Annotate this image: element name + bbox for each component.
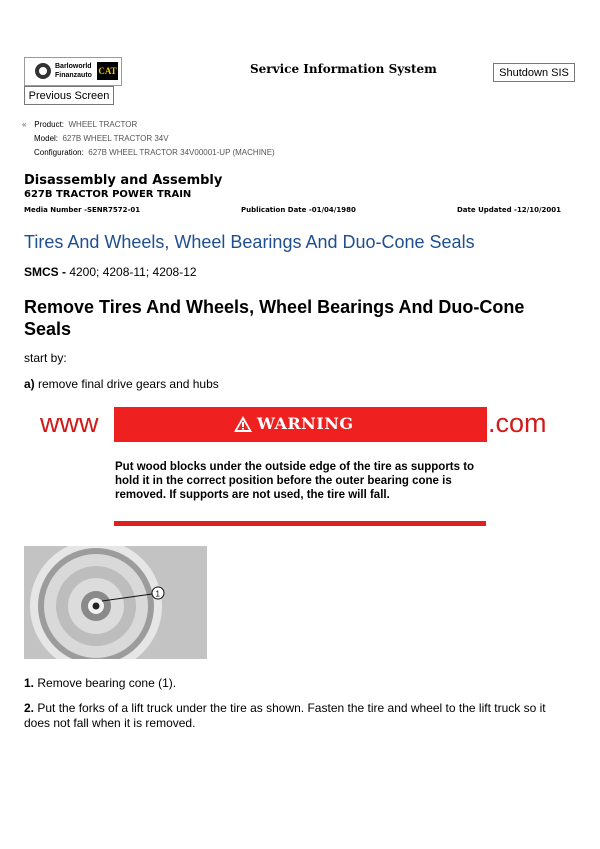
model-value: 627B WHEEL TRACTOR 34V xyxy=(62,134,169,143)
meta-model xyxy=(34,134,169,143)
meta-configuration xyxy=(34,148,275,157)
configuration-value: 627B WHEEL TRACTOR 34V00001-UP (MACHINE) xyxy=(88,148,275,157)
configuration-label: Configuration: xyxy=(34,148,84,157)
warning-triangle-icon xyxy=(233,414,253,434)
prerequisite-text: remove final drive gears and hubs xyxy=(34,377,219,391)
dealer-seal-icon xyxy=(35,63,51,79)
warning-label: WARNING xyxy=(257,414,354,433)
step-text: Put the forks of a lift truck under the tire as shown. Fasten the tire and wheel to the lift truck so it does not fall when it is removed. xyxy=(24,701,546,730)
dealer-logo xyxy=(24,57,122,86)
watermark-right: .com xyxy=(488,408,547,438)
smcs-values: 4200; 4208-11; 4208-12 xyxy=(66,265,197,279)
procedure-step xyxy=(24,676,569,691)
step-number: 1. xyxy=(24,676,35,690)
logo-text-line2: Finanzauto xyxy=(55,72,92,79)
cat-badge: CAT xyxy=(97,62,118,80)
step-text: Remove bearing cone (1). xyxy=(34,676,177,690)
procedure-step xyxy=(24,701,569,731)
warning-text: Put wood blocks under the outside edge of the tire as supports to hold it in the correct position before the outer bearing cone is removed. If supports are not used, the tire will fall. xyxy=(115,461,475,501)
logo-text xyxy=(55,62,92,80)
watermark-left: www xyxy=(40,408,99,438)
figure-callout: 1 xyxy=(155,589,160,599)
product-value: WHEEL TRACTOR xyxy=(68,120,138,129)
procedure-title: Remove Tires And Wheels, Wheel Bearings And Duo-Cone Seals xyxy=(24,297,525,339)
smcs-label: SMCS - xyxy=(24,265,66,279)
prerequisite-label: a) xyxy=(24,377,35,391)
model-label: Model: xyxy=(34,134,59,143)
step-number: 2. xyxy=(24,701,35,715)
section-title: Disassembly and Assembly xyxy=(24,173,223,188)
warning-divider xyxy=(114,521,486,526)
media-number: Media Number -SENR7572-01 xyxy=(24,206,141,214)
document-title: Tires And Wheels, Wheel Bearings And Duo-Cone Seals xyxy=(24,232,475,252)
start-by-text: start by: xyxy=(24,351,67,365)
meta-product xyxy=(22,120,137,129)
publication-date: Publication Date -01/04/1980 xyxy=(241,206,356,214)
smcs-codes xyxy=(24,265,197,279)
logo-text-line1: Barloworld xyxy=(55,63,92,70)
bearing-cone-photo xyxy=(24,546,207,659)
system-title: Service Information System xyxy=(250,62,437,76)
section-subtitle: 627B TRACTOR POWER TRAIN xyxy=(24,189,192,200)
product-label: Product: xyxy=(34,120,65,129)
date-updated: Date Updated -12/10/2001 xyxy=(457,206,562,214)
shutdown-sis-button[interactable]: Shutdown SIS xyxy=(493,63,575,82)
collapse-chevron-icon[interactable]: « xyxy=(22,120,27,129)
previous-screen-button[interactable]: Previous Screen xyxy=(24,86,114,105)
prerequisite-step xyxy=(24,377,219,391)
